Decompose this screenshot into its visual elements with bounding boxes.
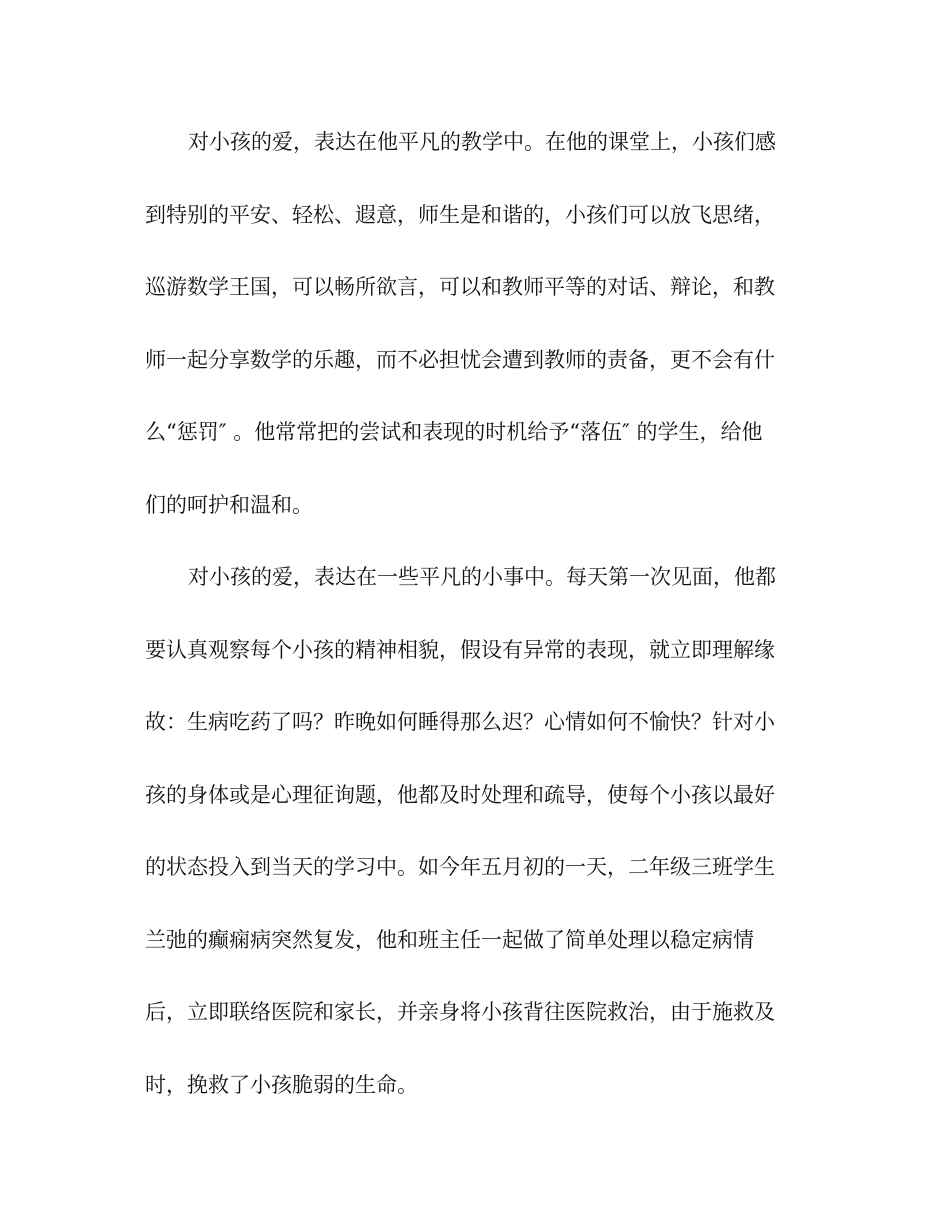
paragraph-line: 到特别的平安、轻松、遐意，师生是和谐的，小孩们可以放飞思绪， [145,202,775,227]
paragraph-1 [145,106,805,541]
paragraph-line: 故：生病吃药了吗？昨晚如何睡得那么迟？心情如何不愉快？针对小 [145,710,775,734]
paragraph-line: 师一起分享数学的乐趣，而不必担忧会遭到教师的责备，更不会有什 [145,347,775,372]
paragraph-line: 巡游数学王国，可以畅所欲言，可以和教师平等的对话、辩论，和教 [145,275,775,299]
paragraph-line: 后，立即联络医院和家长，并亲身将小孩背往医院救治，由于施救及 [145,1000,775,1024]
paragraph-line: 对小孩的爱，表达在一些平凡的小事中。每天第一次见面，他都 [188,565,776,589]
paragraph-line: 时，挽救了小孩脆弱的生命。 [145,1072,418,1097]
paragraph-line: 们的呵护和温和。 [145,492,313,517]
paragraph-line: 兰弛的癫痫病突然复发，他和班主任一起做了简单处理以稳定病情 [145,927,754,952]
paragraph-line: 孩的身体或是心理征询题，他都及时处理和疏导，使每个小孩以最好 [145,782,775,807]
paragraph-line: 的状态投入到当天的学习中。如今年五月初的一天，二年级三班学生 [145,855,775,879]
paragraph-line: 么“惩罚″ 。他常常把的尝试和表现的时机给予“落伍″ 的学生，给他 [145,420,763,444]
paragraph-line: 对小孩的爱，表达在他平凡的教学中。在他的课堂上，小孩们感 [188,130,776,154]
paragraph-2 [145,541,805,1121]
document-body [145,106,805,1121]
paragraph-line: 要认真观察每个小孩的精神相貌，假设有异常的表现，就立即理解缘 [145,637,775,662]
